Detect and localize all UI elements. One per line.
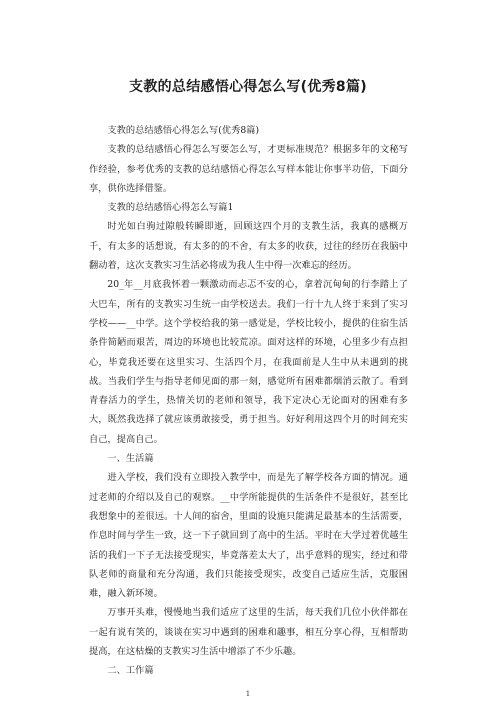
paragraph: 万事开头难，慢慢地当我们适应了这里的生活，每天我们几位小伙伴都在一起有说有笑的，谈谈在实习中遇到的困难和趣事，相互分享心得，互相帮助提高，在这枯燥的支教实习生活中增添了不少乐趣。 [89,607,408,658]
paragraph: 支教的总结感悟心得怎么写篇1 [107,202,234,214]
document-title: 支教的总结感悟心得怎么写(优秀8篇) [129,79,367,95]
page-number: 1 [245,690,251,698]
paragraph: 20_年__月底我怀着一颗激动而忐忑不安的心，拿着沉甸甸的行李踏上了大巴车，所有的支教实习生统一由学校送去。我们一行十九人终于来到了实习学校——__中学。这个学校给我的第一感觉是，学校比较小，提供的住宿生活条件简陋而艰苦，周边的环境也比较荒凉。面对这样的环境，心里多少有点担心，毕竟我还要在这里实习、生活四个月，在我面前是人生中从未遇到的挑战。当我们学生与指导老师见面的那一刻，感觉所有困难都烟消云散了。看到青春活力的学生，热情关切的老师和领导，我下定决心无论面对的困难有多大，既然我选择了就应该勇敢接受，勇于担当。好好利用这四个月的时间充实自己，提高自己。 [89,279,408,445]
document-body [89,121,408,681]
paragraph: 进入学校，我们没有立即投入教学中，而是先了解学校各方面的情况。通过老师的介绍以及自己的观察。__中学所能提供的生活条件不是很好，甚至比我想象中的差很远。十人间的宿舍，里面的设施只能满足最基本的生活需要，作息时间与学生一致，这一下子就回到了高中的生活。平时在大学过着优越生活的我们一下子无法接受现实，毕竟落差太大了，出乎意料的现实，经过和带队老师的商量和充分沟通，我们只能接受现实，改变自己适应生活，克服困难，融入新环境。 [89,472,408,600]
section-heading: 一、生活篇 [107,453,154,465]
paragraph: 支教的总结感悟心得怎么写要怎么写，才更标准规范？根据多年的文秘写作经验，参考优秀的支教的总结感悟心得怎么写样本能让你事半功倍，下面分享，供你选择借鉴。 [89,144,408,194]
section-heading: 二、工作篇 [107,665,154,677]
paragraph: 支教的总结感悟心得怎么写(优秀8篇) [107,125,260,136]
paragraph: 时光如白驹过隙般转瞬即逝，回顾这四个月的支教生活，我真的感概万千，有太多的话想说，有太多的的不舍，有太多的收获，过往的经历在我脑中翻动着，这次支教实习生活必将成为我人生中得一次难忘的经历。 [89,221,408,272]
